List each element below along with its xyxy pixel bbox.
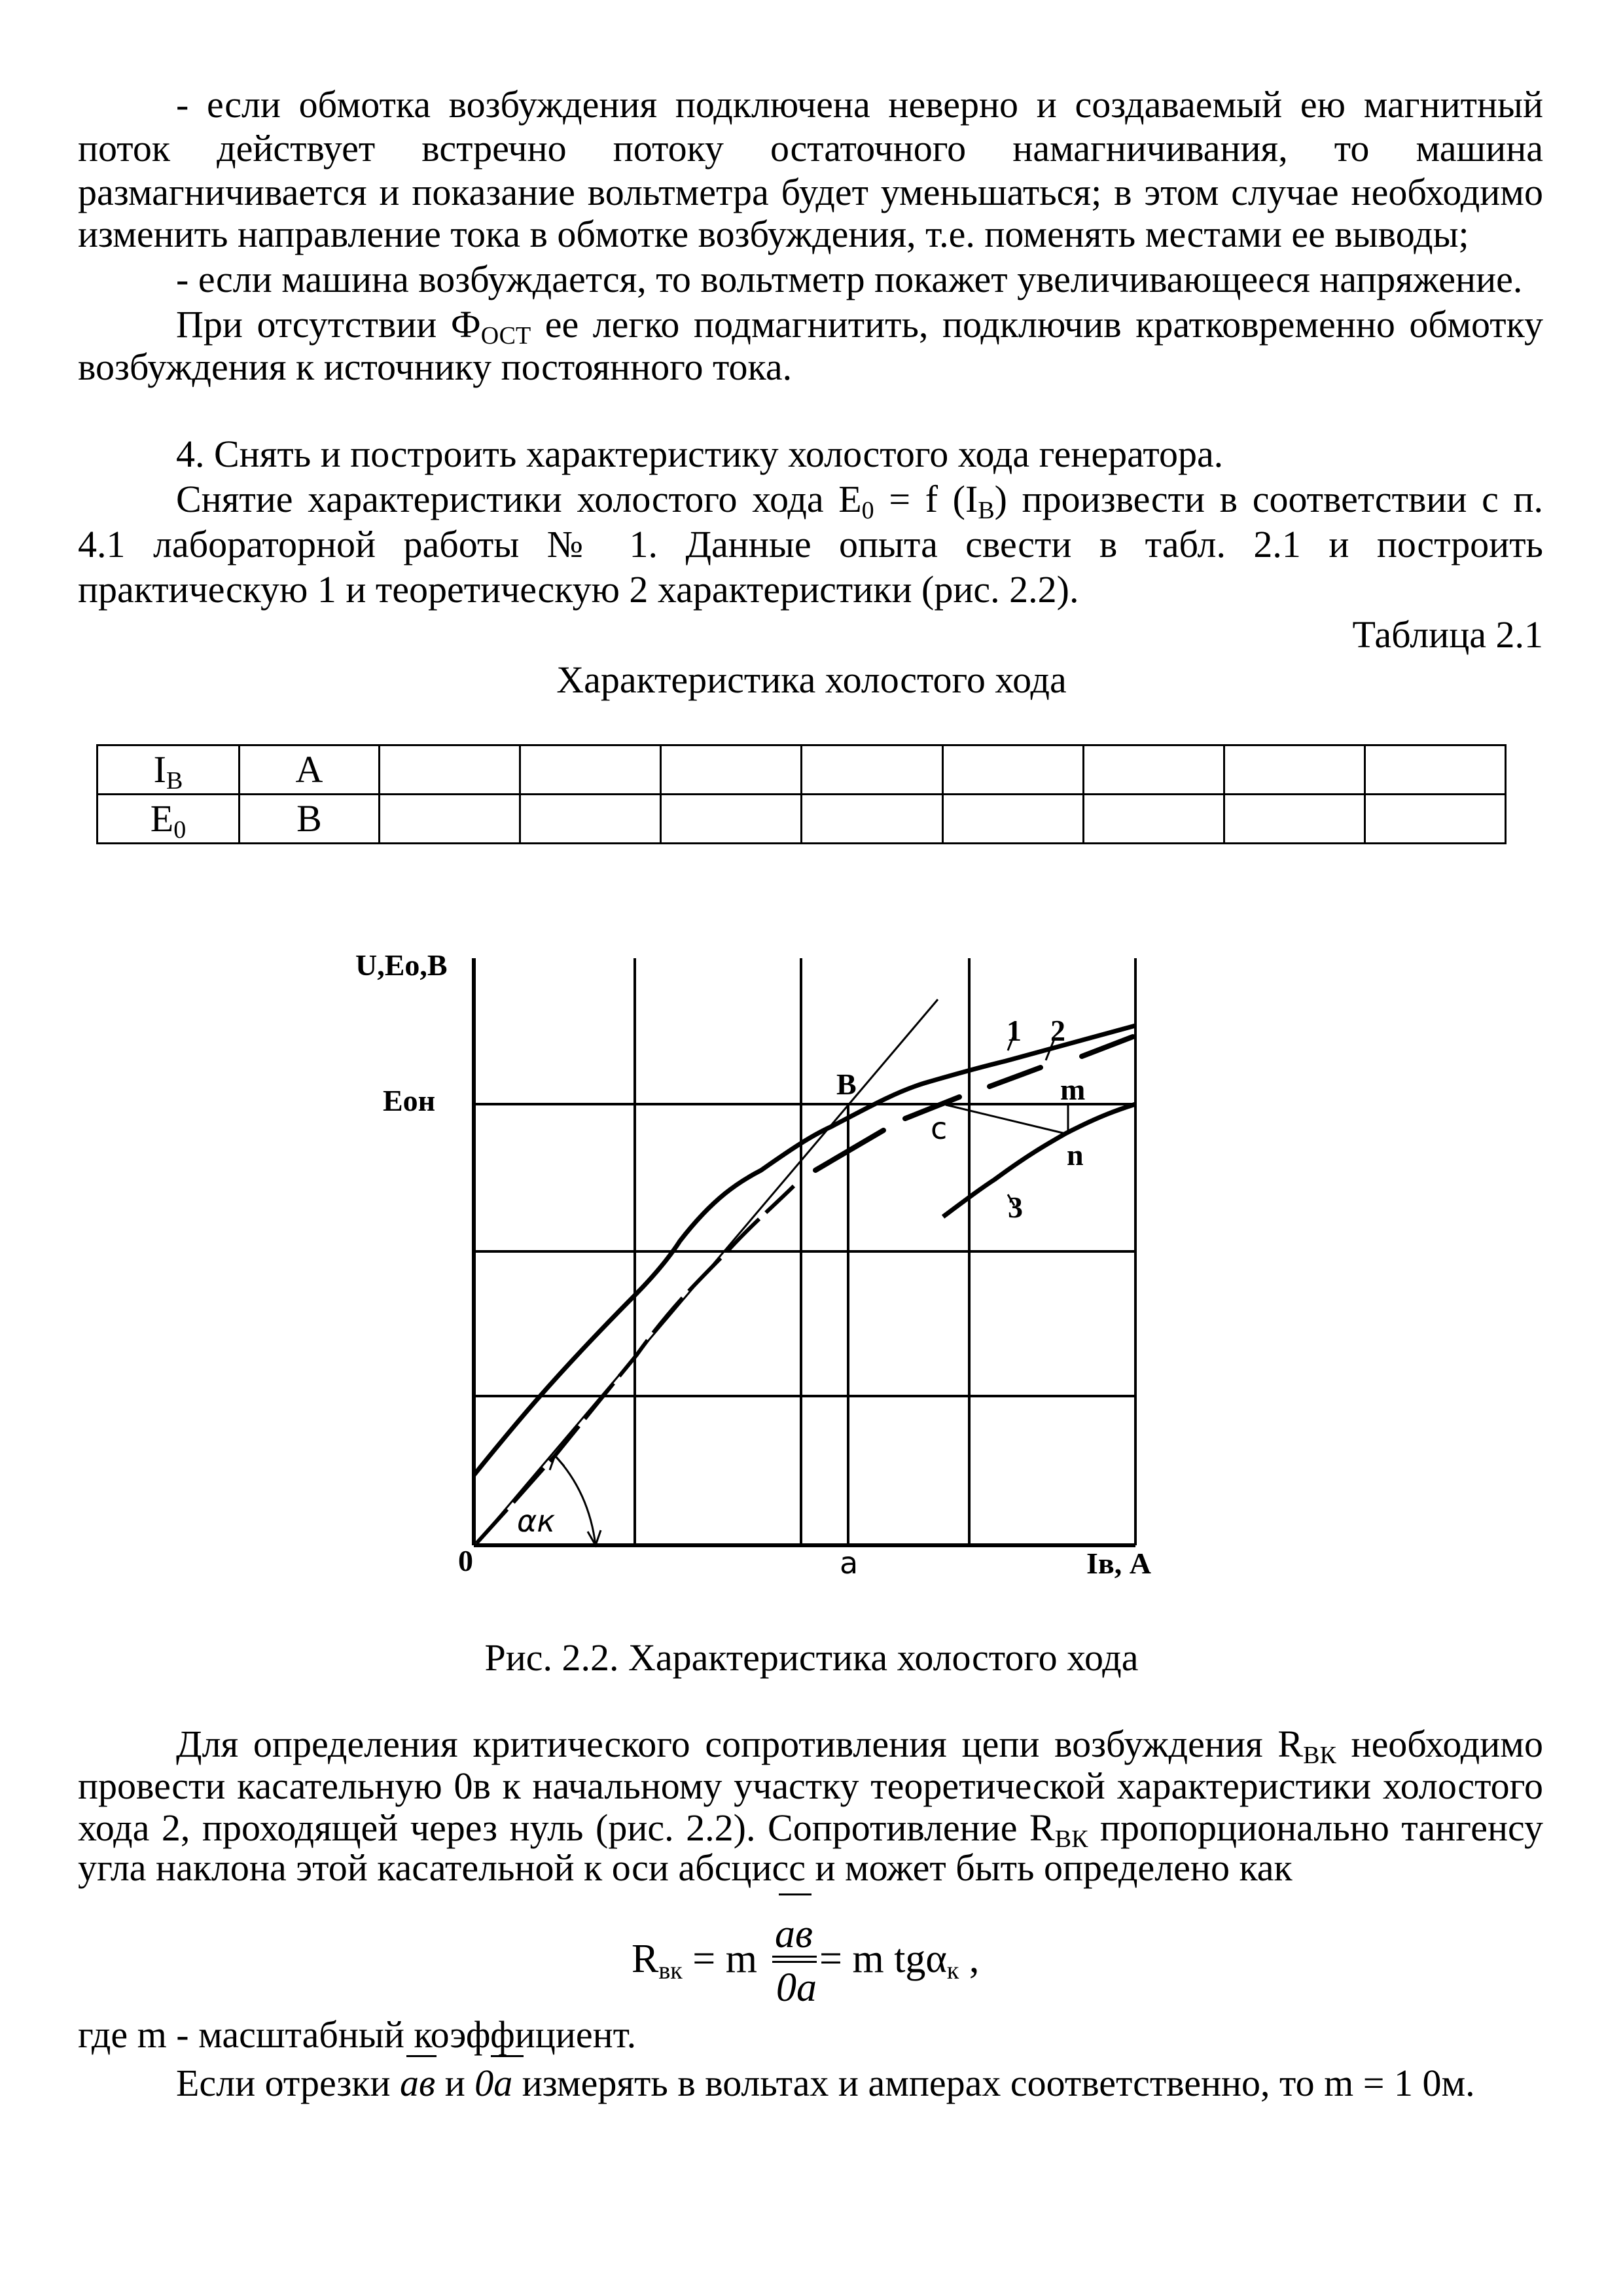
overbar bbox=[491, 2055, 524, 2057]
subscript: ОСТ bbox=[480, 322, 531, 350]
overbar bbox=[779, 1893, 812, 1895]
text-line: 4.1 лабораторной работы № 1. Данные опыта свести в табл. 2.1 и построить bbox=[78, 523, 1543, 565]
text-line: где m - масштабный коэффициент. bbox=[78, 2013, 637, 2056]
overbar bbox=[406, 2055, 437, 2057]
fraction-bar bbox=[772, 1961, 817, 1963]
tangent-line bbox=[476, 999, 938, 1543]
curve-2-label: 2 bbox=[1050, 1014, 1065, 1047]
m-point-label: m bbox=[1060, 1073, 1086, 1106]
c-n-line bbox=[946, 1105, 1065, 1134]
text-line: возбуждения к источнику постоянного тока. bbox=[78, 346, 793, 388]
text-line: хода 2, проходящей через нуль (рис. 2.2). Сопротивление $R_{ВК}$ пропорционально тангенсу bbox=[78, 1806, 1543, 1853]
row-unit: В bbox=[240, 795, 380, 844]
curve-3-label: 3 bbox=[1008, 1191, 1023, 1224]
segment-ab: aв bbox=[400, 2062, 436, 2104]
a-label: a bbox=[840, 1545, 859, 1581]
table-number: Таблица 2.1 bbox=[1352, 613, 1543, 656]
text: ) произвести в соответствии с п. bbox=[994, 478, 1544, 520]
row-symbol: $E_0$ bbox=[98, 795, 240, 844]
formula-rhs: = m tgα$_к$ , bbox=[819, 1937, 980, 1984]
y-axis-label: U,Eo,B bbox=[355, 948, 448, 982]
text: = f (I bbox=[874, 478, 978, 520]
grid bbox=[474, 958, 1135, 1545]
n-point-label: n bbox=[1067, 1138, 1084, 1172]
row-symbol: $I_В$ bbox=[98, 745, 240, 795]
text-line: Для определения критического сопротивления цепи возбуждения $R_{ВК}$ необходимо bbox=[176, 1723, 1543, 1769]
text: При отсутствии Ф bbox=[176, 303, 481, 346]
text: Снятие характеристики холостого хода E bbox=[176, 478, 862, 520]
text-line: - если обмотка возбуждения подключена неверно и создаваемый ею магнитный bbox=[176, 83, 1543, 126]
alpha-label: αк bbox=[517, 1503, 556, 1539]
origin-label: 0 bbox=[458, 1544, 473, 1577]
figure-caption: Рис. 2.2. Характеристика холостого хода bbox=[484, 1636, 1139, 1679]
text-line: провести касательную 0в к начальному участку теоретической характеристики холостого bbox=[78, 1765, 1543, 1807]
text-line: практическую 1 и теоретическую 2 характеристики (рис. 2.2). bbox=[78, 568, 1079, 611]
text-line: поток действует встречно потоку остаточного намагничивания, то машина bbox=[78, 127, 1543, 170]
segment-0a: 0a bbox=[474, 2062, 513, 2104]
text-line: - если машина возбуждается, то вольтметр покажет увеличивающееся напряжение. bbox=[176, 258, 1523, 300]
text-line: изменить направление тока в обмотке возбуждения, т.е. поменять местами ее выводы; bbox=[78, 213, 1469, 255]
row-unit: А bbox=[240, 745, 380, 795]
b-point-label: B bbox=[836, 1067, 857, 1101]
x-axis-label: Iв, A bbox=[1086, 1547, 1151, 1580]
curve-1-label: 1 bbox=[1007, 1014, 1022, 1047]
subscript: В bbox=[978, 497, 995, 524]
text: ее легко подмагнитить, подключив кратковременно обмотку bbox=[531, 303, 1544, 346]
fraction-bar bbox=[772, 1956, 817, 1958]
formula-lhs: $R_{вк} = m$ bbox=[632, 1937, 757, 1984]
section-heading: 4. Снять и построить характеристику холостого хода генератора. bbox=[176, 433, 1224, 475]
table-title: Характеристика холостого хода bbox=[556, 658, 1067, 701]
text-line: Если отрезки aв и 0a измерять в вольтах и амперах соответственно, то m = 1 0м. bbox=[176, 2062, 1475, 2104]
fraction-numerator: aв bbox=[775, 1912, 813, 1956]
text-line: угла наклона этой касательной к оси абсцисс и может быть определено как bbox=[78, 1846, 1293, 1889]
c-point-label: c bbox=[931, 1111, 948, 1146]
subscript: 0 bbox=[861, 497, 874, 524]
text-line: размагничивается и показание вольтметра будет уменьшаться; в этом случае необходимо bbox=[78, 171, 1543, 213]
fraction-denominator: 0a bbox=[776, 1965, 817, 2010]
curve-3 bbox=[943, 1104, 1135, 1217]
eon-label: Eон bbox=[383, 1084, 436, 1117]
angle-arc bbox=[555, 1456, 596, 1545]
